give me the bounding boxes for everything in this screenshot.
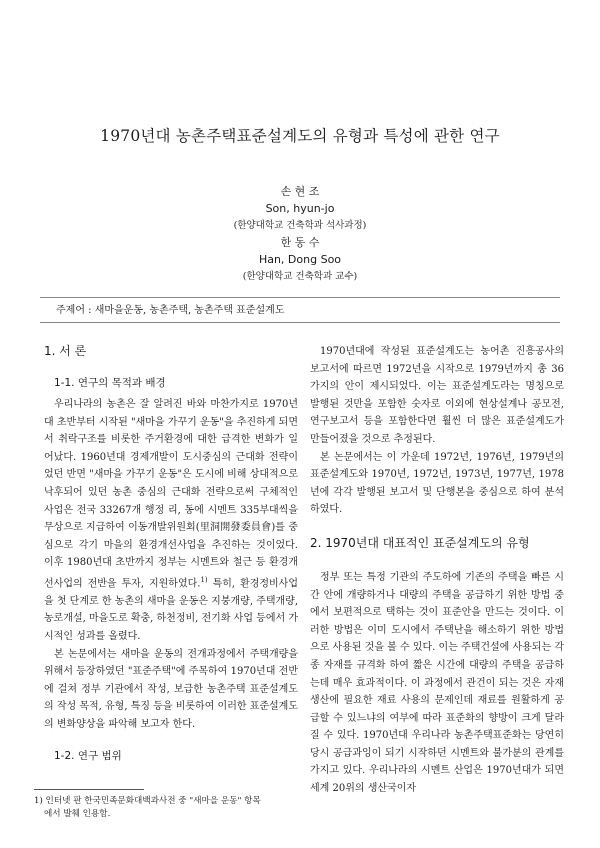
author-name-ko: 손 현 조	[280, 185, 320, 198]
footnote-divider	[34, 789, 144, 790]
section-heading-intro: 1. 서 론	[44, 344, 87, 358]
subsection-heading-purpose: 1-1. 연구의 목적과 배경	[54, 377, 166, 389]
paragraph-text: 특히, 환경정비사업을 첫 단계로 한 농촌의 새마을 운동은 지붕개량, 주택개량, 농로개설, 마을도로 확충, 하천정비, 전기화 사업 등에서 가시적인 성과를 올렸다.	[44, 578, 298, 643]
right-column	[310, 343, 564, 798]
author-name-en: Son, hyun-jo	[265, 202, 335, 215]
author-block	[0, 183, 600, 285]
footnote-line: 1) 인터넷 판 한국민족문화대백과사전 중 "새마을 운동" 항목	[34, 796, 261, 806]
paper-title: 1970년대 농촌주택표준설계도의 유형과 특성에 관한 연구	[100, 127, 500, 145]
left-column	[44, 343, 298, 769]
author-affiliation: (한양대학교 건축학과 석사과정)	[233, 220, 367, 231]
keywords-bar: 주제어 : 새마을운동, 농촌주택, 농촌주택 표준설계도	[40, 297, 560, 323]
author-affiliation: (한양대학교 건축학과 교수)	[242, 271, 358, 282]
body-paragraph: 정부 또는 특정 기관의 주도하에 기존의 주택을 빠른 시간 안에 개량하거나 대량의 주택을 공급하기 위한 방법 중에서 보편적으로 택하는 것이 표준안을 만드는 것이다. 이러한 방법은 이미 도시에서 주택난을 해소하기 위한 방법으로 사용된 것을 볼 수 있다. 이는 주택건설에 사용되는 각종 자재를 규격화 하여 짧은 시간에 대량의 주택을 공급하는데 매우 효과적이다. 이 과정에서 관건이 되는 것은 자재 생산에 필요한 재료 사용의 문제인데 재료를 원활하게 공급할 수 있느냐의 여부에 따라 표준화의 향방이 크게 달라질 수 있다. 1970년대 우리나라 농촌주택표준화는 당연히 당시 공급과잉이 되기 시작하던 시멘트와 불가분의 관계를 가지고 있다. 우리나라의 시멘트 산업은 1970년대가 되면 세계 20위의 생산국이자	[310, 571, 564, 795]
paragraph-text: 우리나라의 농촌은 잘 알려진 바와 마찬가지로 1970년대 초반부터 시작된 "새마을 가꾸기 운동"을 추진하게 되면서 취락구조를 비롯한 주거환경에 대한 급격한 변화가 일어났다. 1960년대 경제개발이 도시중심의 근대화 전략이었던 반면 "새마을 가꾸기 운동"은 도시에 비해 상대적으로 낙후되어 있던 농촌 중심의 근대화 전략으로써 구체적인 사업은 전국 33267개 행정 리, 동에 시멘트 335부대씩을 무상으로 지급하여 이동개발위원회(里洞開發委員會)를 중심으로 각기 마을의 환경개선사업을 추진하는 것이었다. 이후 1980년대 초반까지 정부는 시멘트와 철근 등 환경개선사업의 전반을 투자, 지원하였다.	[44, 399, 298, 590]
body-paragraph: 본 논문에서는 이 가운데 1972년, 1976년, 1979년의 표준설계도와 1970년, 1972년, 1973년, 1977년, 1978년에 각각 발행된 보고서 및 단행본을 중심으로 하여 분석하였다.	[310, 451, 564, 516]
author-name-en: Han, Dong Soo	[258, 253, 342, 266]
footnote-line: 에서 발췌 인용함.	[44, 808, 111, 819]
body-paragraph: 1970년대에 작성된 표준설계도는 농어촌 진흥공사의 보고서에 따르면 1972년을 시작으로 1979년까지 총 36가지의 안이 제시되었다. 이는 표준설계도라는 명칭으로 발행된 것만을 포함한 숫자로 이외에 현상설계나 공모전, 연구보고서 등을 포함한다면 훨씬 더 많은 표준설계도가 만들어졌을 것으로 추정된다.	[310, 346, 564, 445]
footnote-marker[interactable]: 1)	[200, 575, 208, 584]
section-heading-types: 2. 1970년대 대표적인 표준설계도의 유형	[310, 535, 530, 550]
author-name-ko: 한 동 수	[280, 236, 320, 249]
body-paragraph	[44, 396, 298, 646]
subsection-heading-scope: 1-2. 연구 범위	[54, 749, 122, 762]
body-paragraph: 본 논문에서는 새마을 운동의 전개과정에서 주택개량을 위해서 등장하였던 "표준주택"에 주목하여 1970년대 전반에 걸쳐 정부 기관에서 작성, 보급한 농촌주택 표준설계도의 작성 목적, 유형, 특징 등을 비롯하여 이러한 표준설계도의 변화양상을 파악해 보고자 한다.	[44, 648, 298, 731]
footnote	[34, 795, 304, 820]
